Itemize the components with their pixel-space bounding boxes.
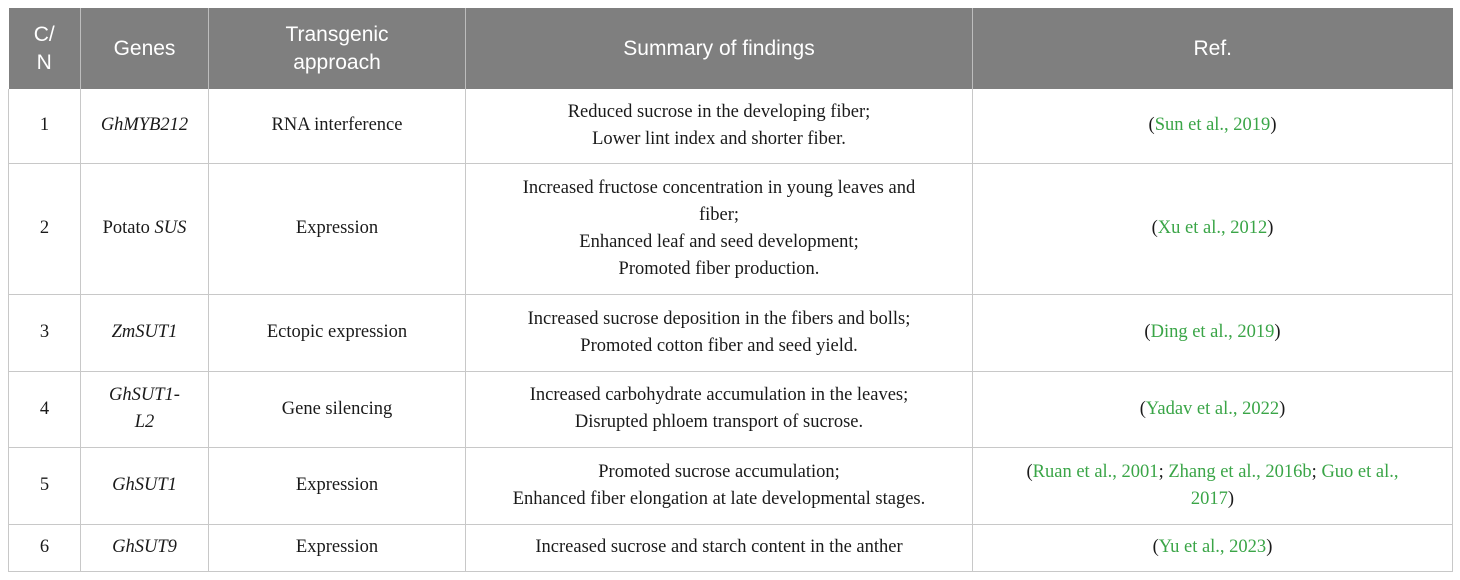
gene-cell [81, 89, 209, 163]
ref-open-paren: ( [1139, 398, 1146, 419]
row-number: 3 [9, 294, 81, 371]
ref-open-paren: ( [1144, 322, 1151, 342]
summary-line: Increased sucrose deposition in the fibers and bolls; [527, 308, 911, 329]
ref-close-paren: ) [1270, 115, 1277, 136]
gene-name: GhSUT1- L2 [109, 385, 180, 432]
summary-line: Promoted sucrose accumulation; [598, 461, 840, 482]
ref-open-paren: ( [1026, 461, 1033, 482]
ref-open-paren: ( [1148, 115, 1155, 136]
reference-link[interactable]: Ruan et al., 2001 [1032, 461, 1159, 482]
reference-link[interactable]: Yu et al., 2023 [1158, 537, 1267, 557]
ref-close-paren: ) [1227, 488, 1235, 509]
header-approach-label: Transgenic approach [285, 22, 389, 74]
ref-cell [973, 371, 1453, 447]
gene-prefix: Potato [102, 218, 155, 238]
ref-cell [973, 447, 1453, 524]
gene-name: GhMYB212 [100, 115, 189, 136]
reference-link[interactable]: Zhang et al., 2016b [1168, 461, 1312, 482]
gene-cell [81, 294, 209, 371]
summary-line: Increased fructose concentration in young leaves and [522, 177, 916, 198]
reference-link[interactable]: Sun et al., 2019 [1154, 115, 1271, 136]
approach-cell: Gene silencing [209, 371, 466, 447]
ref-open-paren: ( [1151, 218, 1158, 238]
gene-name: ZmSUT1 [111, 322, 178, 342]
summary-line: Promoted fiber production. [618, 258, 820, 279]
summary-line: Increased carbohydrate accumulation in the leaves; [529, 385, 909, 405]
approach-cell: Expression [209, 163, 466, 294]
summary-line: Reduced sucrose in the developing fiber; [567, 101, 871, 122]
row-number: 4 [9, 371, 81, 447]
gene-cell [81, 371, 209, 447]
summary-cell [466, 89, 973, 163]
approach-cell: Expression [209, 447, 466, 524]
summary-line: Enhanced fiber elongation at late developmental stages. [512, 488, 926, 509]
table-row [9, 163, 1453, 294]
gene-name: SUS [154, 218, 187, 238]
gene-name: GhSUT9 [112, 537, 177, 557]
header-ref [973, 8, 1453, 89]
header-ref-label: Ref. [1193, 36, 1232, 60]
ref-cell [973, 89, 1453, 163]
ref-cell [973, 294, 1453, 371]
ref-close-paren: ) [1267, 218, 1274, 238]
summary-line: Disrupted phloem transport of sucrose. [574, 412, 864, 432]
reference-link[interactable]: Yadav et al., 2022 [1145, 398, 1280, 419]
header-genes-label: Genes [113, 36, 176, 60]
summary-line: Lower lint index and shorter fiber. [592, 128, 846, 149]
gene-cell [81, 524, 209, 571]
approach-cell: RNA interference [209, 89, 466, 163]
ref-cell [973, 524, 1453, 571]
ref-cell [973, 163, 1453, 294]
ref-separator: ; [1311, 461, 1322, 482]
table-row [9, 294, 1453, 371]
findings-table [8, 8, 1453, 572]
header-summary [466, 8, 973, 89]
table-row [9, 89, 1453, 163]
reference-link[interactable]: Xu et al., 2012 [1157, 218, 1268, 238]
gene-name: GhSUT1 [112, 475, 177, 495]
reference-link[interactable]: Guo et al., 2017 [1190, 461, 1399, 509]
header-row [9, 8, 1453, 89]
header-cn-label: C/ N [33, 22, 55, 74]
summary-line: Enhanced leaf and seed development; [579, 231, 859, 252]
approach-cell: Ectopic expression [209, 294, 466, 371]
gene-cell [81, 163, 209, 294]
ref-separator: ; [1158, 461, 1169, 482]
summary-line: Promoted cotton fiber and seed yield. [580, 335, 858, 356]
summary-line: Increased sucrose and starch content in the anther [535, 537, 903, 557]
reference-link[interactable]: Ding et al., 2019 [1150, 322, 1275, 342]
ref-close-paren: ) [1266, 537, 1273, 557]
ref-close-paren: ) [1279, 398, 1286, 419]
table-row [9, 371, 1453, 447]
header-summary-label: Summary of findings [623, 36, 815, 60]
ref-close-paren: ) [1274, 322, 1281, 342]
header-approach [209, 8, 466, 89]
summary-cell [466, 371, 973, 447]
summary-cell [466, 447, 973, 524]
gene-cell [81, 447, 209, 524]
header-genes [81, 8, 209, 89]
row-number: 2 [9, 163, 81, 294]
row-number: 1 [9, 89, 81, 163]
table-row [9, 447, 1453, 524]
header-cn [9, 8, 81, 89]
summary-line: fiber; [698, 204, 740, 225]
table-row [9, 524, 1453, 571]
summary-cell [466, 294, 973, 371]
row-number: 6 [9, 524, 81, 571]
summary-cell [466, 163, 973, 294]
row-number: 5 [9, 447, 81, 524]
summary-cell [466, 524, 973, 571]
approach-cell: Expression [209, 524, 466, 571]
ref-open-paren: ( [1152, 537, 1159, 557]
